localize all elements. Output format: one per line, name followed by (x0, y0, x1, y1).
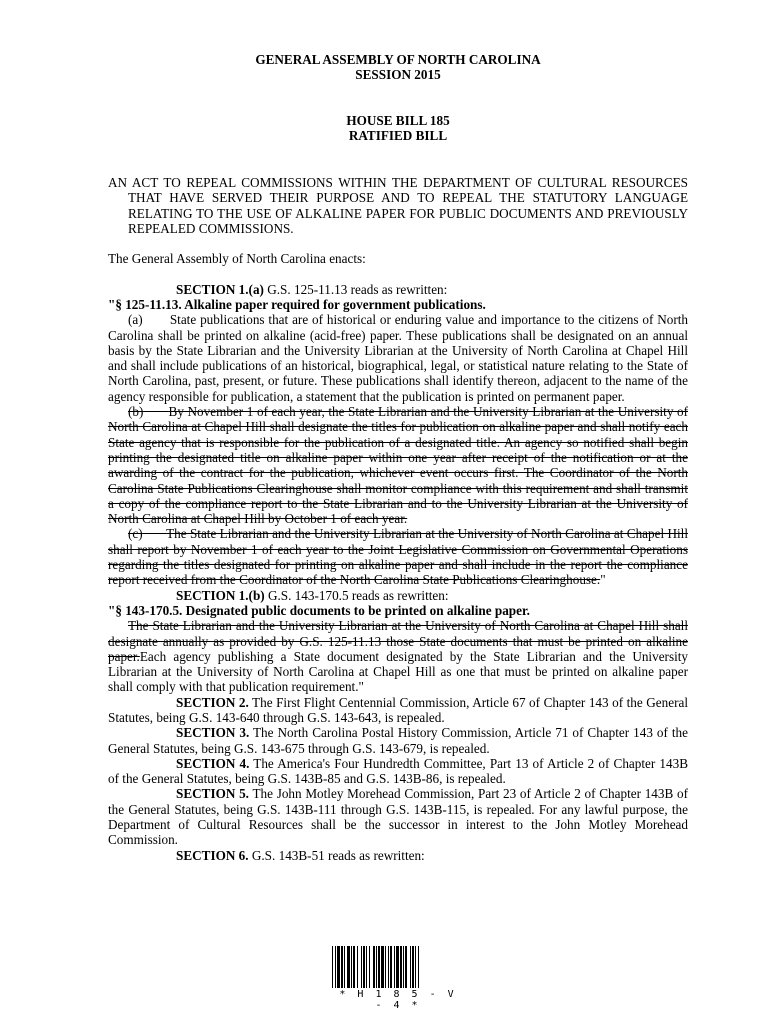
barcode-image (332, 946, 464, 988)
barcode-bar (415, 946, 416, 988)
barcode-text: * H 1 8 5 - V - 4 * (339, 989, 457, 1011)
act-title: AN ACT TO REPEAL COMMISSIONS WITHIN THE DEPARTMENT OF CULTURAL RESOURCES THAT HAVE SERVED THEIR PURPOSE AND TO REPEAL THE STATUTORY LANGUAGE RELATING TO THE USE OF ALKALINE PAPER FOR PUBLIC DOCUMENTS AND PREVIOUSLY REPEALED COMMISSIONS. (108, 175, 688, 237)
barcode-bar (353, 946, 355, 988)
barcode-bar (403, 946, 404, 988)
subsection-b-struck: (b) By November 1 of each year, the State Librarian and the University Librarian at the University of North Carolina at Chapel Hill shall designate the titles for publication on alkaline paper and shall notify each State agency that is responsible for the publication of a designated title. An agency so notified shall begin printing the designated title on alkaline paper within one year after receipt of the notification or at the awarding of the contract for the publication, whichever event occurs first. The Coordinator of the North Carolina State Publications Clearinghouse shall monitor compliance with this requirement and shall transmit a copy of the compliance report to the State Librarian and to the University Librarian at the University of North Carolina at Chapel Hill by October 1 of each year. (108, 404, 688, 527)
section-1a: SECTION 1.(a) G.S. 125-11.13 reads as rewritten: (176, 281, 448, 297)
barcode-bar (357, 946, 358, 988)
barcode-bar (412, 946, 414, 988)
statute-heading-143: "§ 143-170.5. Designated public documents to be printed on alkaline paper. (108, 602, 530, 618)
barcode-bar (373, 946, 375, 988)
barcode-bar (388, 946, 389, 988)
session-heading: SESSION 2015 (355, 67, 441, 83)
barcode-bar (376, 946, 377, 988)
section-label: SECTION 1.(a) (176, 281, 264, 297)
barcode-bar (369, 946, 370, 988)
barcode-bar (337, 946, 340, 988)
section-1b-body (108, 618, 688, 694)
barcode-bar (361, 946, 362, 988)
barcode-bar (390, 946, 392, 988)
barcode-bar (341, 946, 343, 988)
section-5: SECTION 5. The John Motley Morehead Commission, Part 23 of Article 2 of Chapter 143B of the General Statutes, being G.S. 143B-111 through G.S. 143B-115, is repealed. For any lawful purpose, the Department of Cultural Resources shall be the successor in interest to the John Motley Morehead Commission. (108, 786, 688, 848)
statute-heading-125: "§ 125-11.13. Alkaline paper required for government publications. (108, 296, 486, 312)
bill-page (108, 52, 688, 863)
barcode-bar (385, 946, 386, 988)
assembly-heading: GENERAL ASSEMBLY OF NORTH CAROLINA (255, 52, 541, 67)
barcode-bar (400, 946, 402, 988)
barcode-bar (405, 946, 407, 988)
section-1b: SECTION 1.(b) G.S. 143-170.5 reads as rewritten: (176, 587, 449, 603)
new-text: Each agency publishing a State document designated by the State Librarian and the University Librarian at the University of North Carolina at Chapel Hill as one that must be printed on alkaline paper shall comply with that publication requirement." (108, 648, 688, 695)
bill-status: RATIFIED BILL (348, 127, 448, 143)
barcode-bar (351, 946, 352, 988)
barcode-bar (363, 946, 365, 988)
section-4: SECTION 4. The America's Four Hundredth Committee, Part 13 of Article 2 of Chapter 143B of the General Statutes, being G.S. 143B-85 and G.S. 143B-86, is repealed. (108, 755, 688, 787)
barcode-bar (410, 946, 411, 988)
section-3: SECTION 3. The North Carolina Postal History Commission, Article 71 of Chapter 143 of the General Statutes, being G.S. 143-675 through G.S. 143-679, is repealed. (108, 725, 688, 756)
subsection-c-struck: (c) The State Librarian and the University Librarian at the University of North Carolina at Chapel Hill shall report by November 1 of each year to the Joint Legislative Commission on Governmental Operations regarding the titles designated for printing on alkaline paper and shall include in the report the compliance report received from the Coordinator of the North Carolina State Publications Clearinghouse." (108, 526, 689, 588)
struck-text: The State Librarian and the University Librarian at the University of North Carolina at Chapel Hill shall designate annually as provided by G.S. 125-11.13 those State documents that must be printed on alkaline paper. (108, 618, 688, 664)
barcode-bar (335, 946, 336, 988)
barcode-bar (332, 946, 333, 988)
barcode-bar (366, 946, 367, 988)
section-6: SECTION 6. G.S. 143B-51 reads as rewritten: (176, 847, 425, 863)
barcode-bar (396, 946, 399, 988)
barcode-bar (381, 946, 384, 988)
barcode (332, 946, 464, 1011)
barcode-bar (347, 946, 350, 988)
section-label: SECTION 1.(b) (176, 587, 265, 603)
subsection-a: (a) State publications that are of historical or enduring value and importance to the citizens of North Carolina shall be printed on alkaline (acid-free) paper. These publications shall be designated on an annual basis by the State Librarian and the University Librarian at the University of North Carolina at Chapel Hill and shall include publications of an historical, biographical, legal, or statistical nature relating to the State of North Carolina, past, present, or future. These publications shall identify thereon, adjacent to the name of the agency responsible for publication, a statement that the publication is printed on permanent paper. (108, 312, 688, 404)
barcode-bar (378, 946, 380, 988)
bill-number: HOUSE BILL 185 (346, 112, 450, 128)
barcode-bar (418, 946, 419, 988)
barcode-bar (394, 946, 395, 988)
barcode-bar (344, 946, 345, 988)
enacting-clause: The General Assembly of North Carolina enacts: (108, 251, 366, 267)
section-2: SECTION 2. The First Flight Centennial Commission, Article 67 of Chapter 143 of the General Statutes, being G.S. 143-640 through G.S. 143-643, is repealed. (108, 694, 688, 725)
